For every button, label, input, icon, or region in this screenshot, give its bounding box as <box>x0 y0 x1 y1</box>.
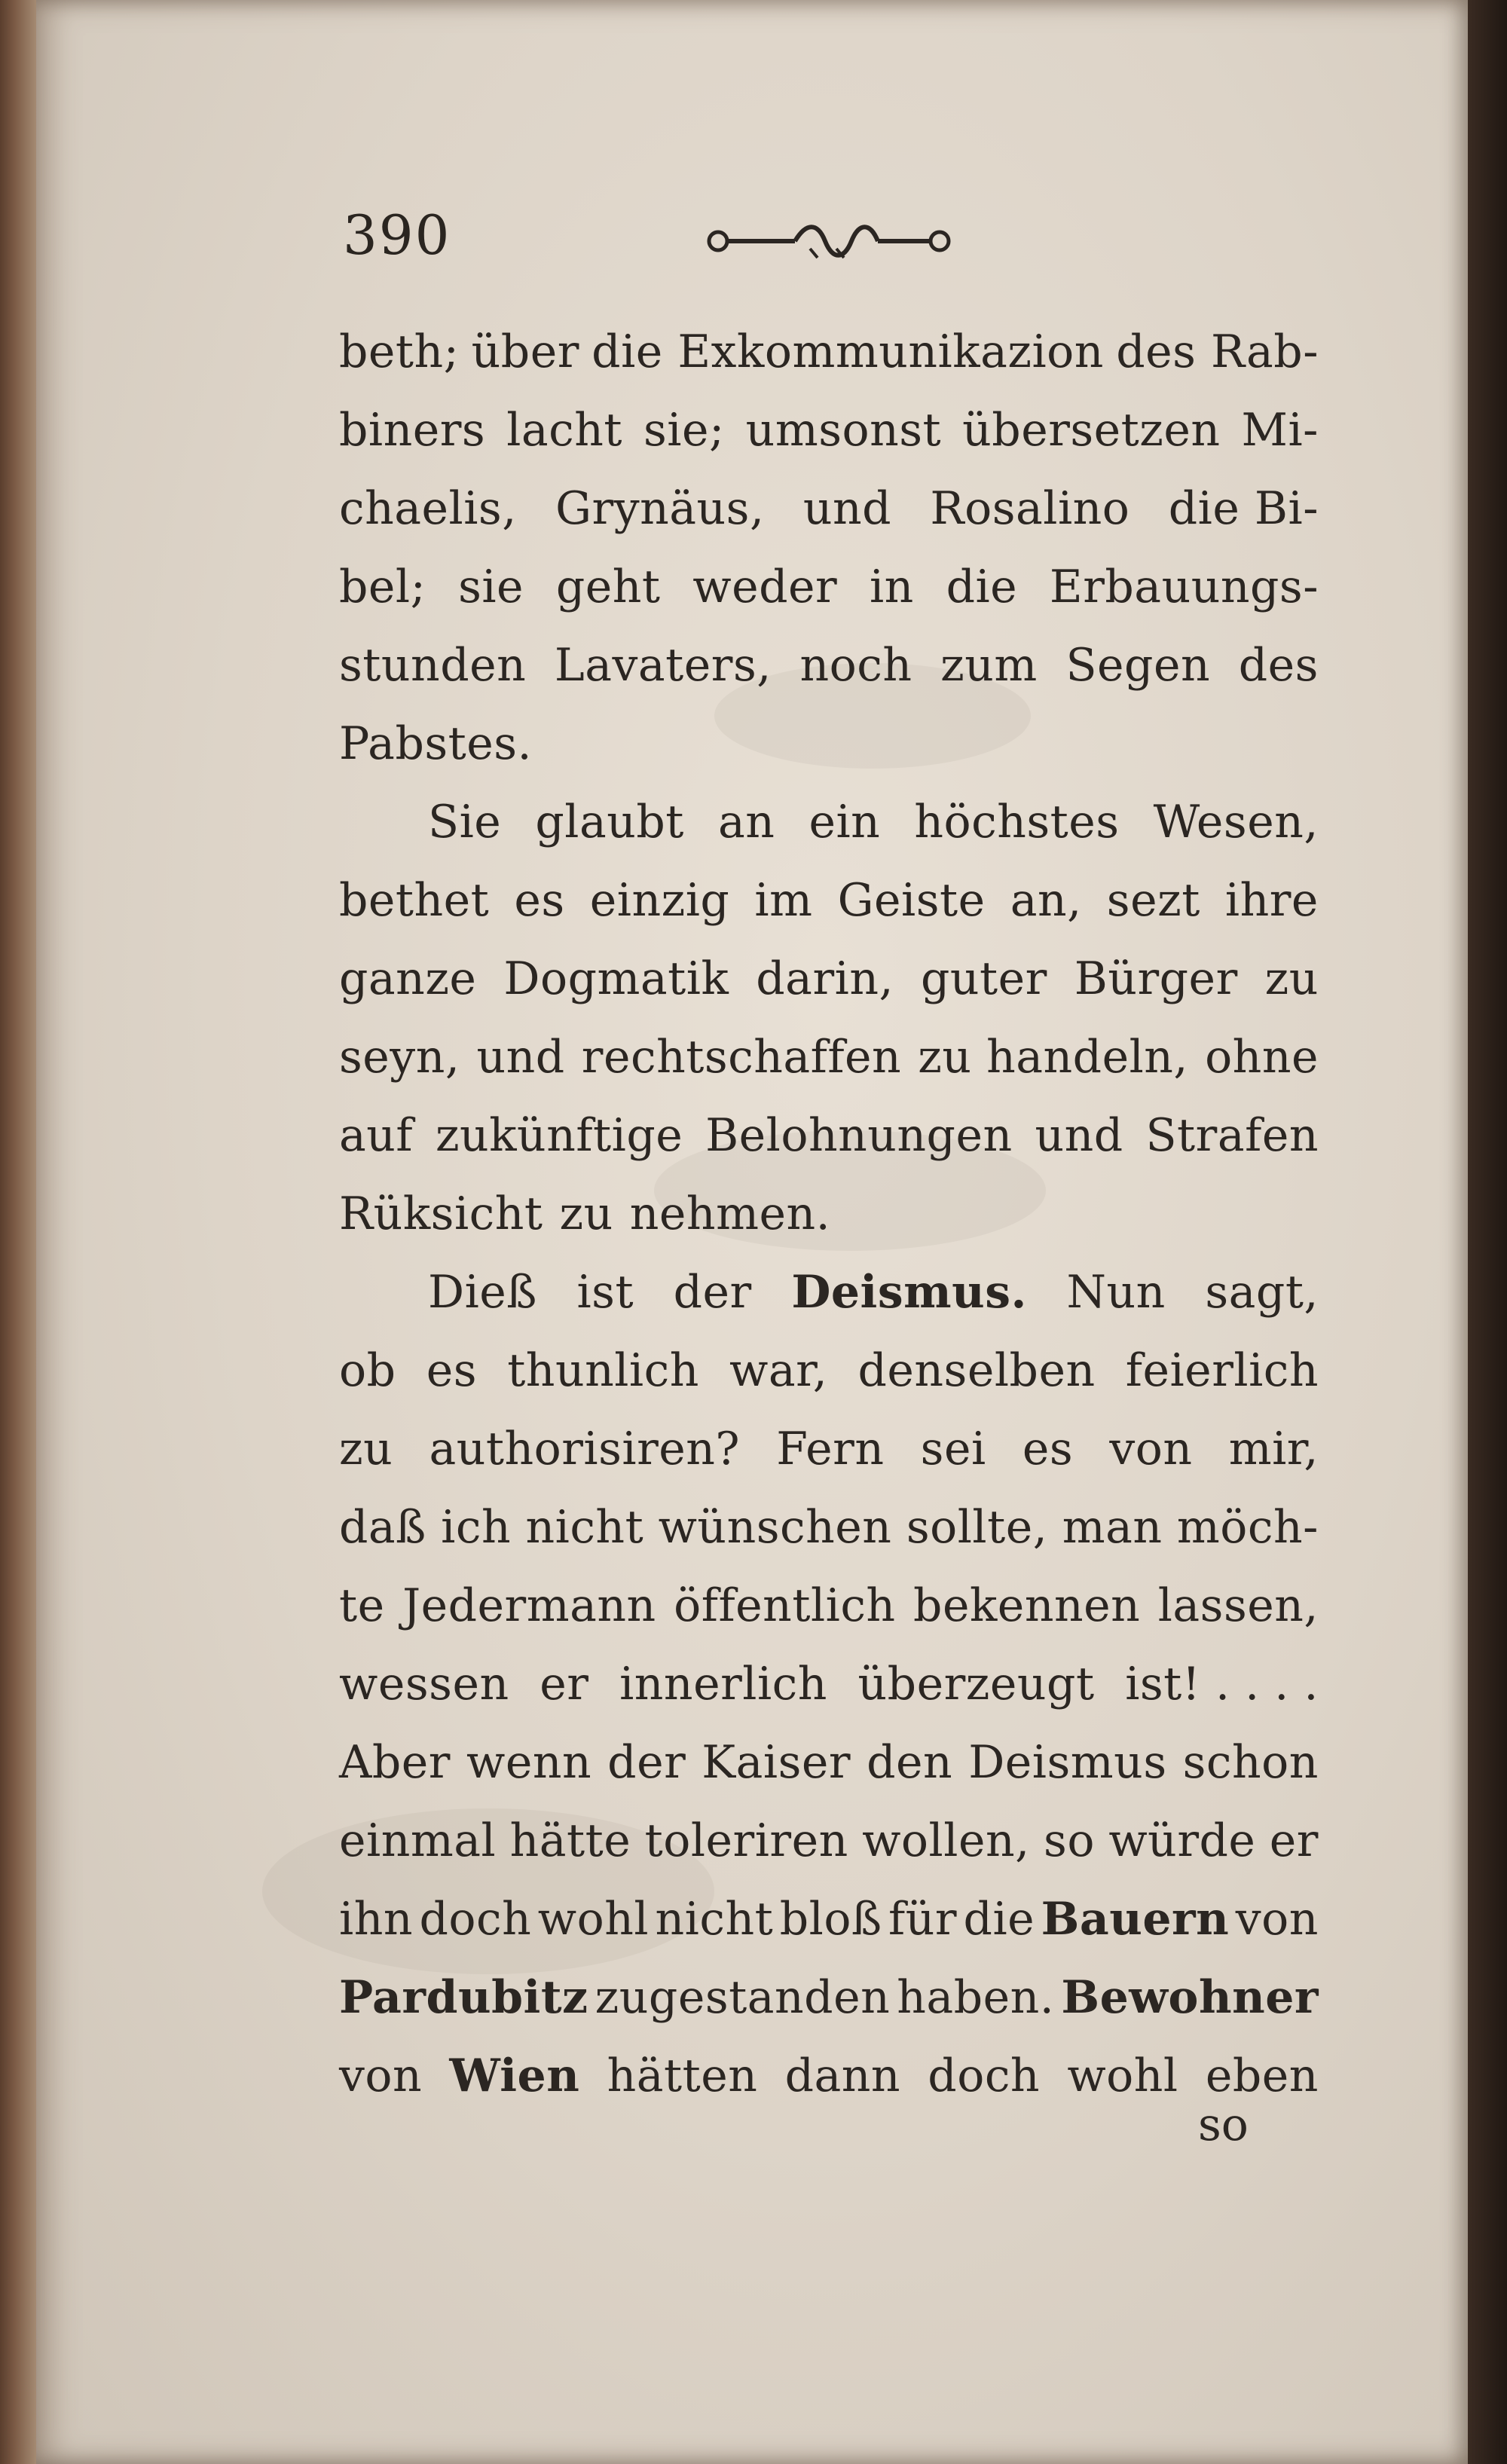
word: wollen, <box>862 1814 1030 1867</box>
page-number: 390 <box>343 203 451 267</box>
word: denselben <box>857 1344 1096 1397</box>
word: Dogmatik <box>503 952 729 1005</box>
word: bekennen <box>913 1579 1141 1632</box>
word: sie <box>458 561 524 613</box>
word: wohl <box>1067 2050 1178 2102</box>
word: ein <box>809 796 881 848</box>
word: den <box>867 1736 953 1789</box>
word: zu <box>1264 952 1319 1005</box>
word: im <box>754 874 813 927</box>
word: Wien <box>449 2050 580 2102</box>
word: wohl <box>537 1893 650 1946</box>
word: Rüksicht <box>339 1188 543 1240</box>
ornament-icon <box>705 219 953 264</box>
word: mir, <box>1228 1423 1319 1475</box>
word: Lavaters, <box>554 639 772 692</box>
word: eben <box>1205 2050 1319 2102</box>
text-line <box>339 783 1319 861</box>
word: an, <box>1010 874 1082 927</box>
word: Dieß <box>428 1266 537 1319</box>
word: auf <box>339 1109 414 1162</box>
word: daß <box>339 1501 426 1554</box>
text-line <box>339 313 1319 391</box>
word: ganze <box>339 952 477 1005</box>
text-line <box>339 548 1319 626</box>
word: wünschen <box>658 1501 892 1554</box>
word: stunden <box>339 639 527 692</box>
text-line <box>339 1802 1319 1880</box>
text-line <box>339 705 1319 783</box>
word: Jedermann <box>402 1579 656 1632</box>
word: innerlich <box>619 1658 827 1710</box>
text-line <box>339 1410 1319 1488</box>
word: toleriren <box>644 1814 848 1867</box>
body-text <box>339 313 1319 2115</box>
word: ich <box>441 1501 512 1554</box>
word: die <box>963 1893 1035 1946</box>
text-line <box>339 2037 1319 2115</box>
word: nehmen. <box>629 1188 831 1240</box>
word: die <box>946 561 1018 613</box>
text-line <box>339 1567 1319 1645</box>
word: ohne <box>1205 1031 1319 1084</box>
word: chaelis, <box>339 482 517 535</box>
text-line <box>339 1331 1319 1410</box>
text-line <box>339 1880 1319 1958</box>
word: sagt, <box>1205 1266 1319 1319</box>
word: darin, <box>756 952 894 1005</box>
word: sei <box>920 1423 986 1475</box>
word: nicht <box>525 1501 644 1554</box>
word: einmal <box>339 1814 497 1867</box>
text-line <box>339 626 1319 705</box>
word: war, <box>729 1344 828 1397</box>
word: an <box>717 796 775 848</box>
word: sezt <box>1106 874 1200 927</box>
word: für <box>888 1893 958 1946</box>
word: weder <box>692 561 838 613</box>
text-line <box>339 1723 1319 1802</box>
word: Wesen, <box>1153 796 1319 848</box>
word: höchstes <box>914 796 1120 848</box>
page-header <box>343 203 1322 279</box>
word: der <box>607 1736 686 1789</box>
word: übersetzen <box>962 404 1221 457</box>
word: überzeugt <box>857 1658 1095 1710</box>
word: der <box>673 1266 752 1319</box>
word: glaubt <box>535 796 684 848</box>
word: es <box>426 1344 478 1397</box>
word: und <box>802 482 892 535</box>
word: feierlich <box>1125 1344 1319 1397</box>
word: zum <box>940 639 1038 692</box>
word: Belohnungen <box>705 1109 1013 1162</box>
text-line <box>339 1018 1319 1096</box>
text-line <box>339 469 1319 548</box>
word: er <box>1269 1814 1319 1867</box>
word: und <box>476 1031 565 1084</box>
word: geht <box>555 561 661 613</box>
word: sie; <box>643 404 725 457</box>
word: Nun <box>1066 1266 1166 1319</box>
text-line <box>339 1958 1319 2037</box>
word: lassen, <box>1157 1579 1319 1632</box>
word: umsonst <box>745 404 942 457</box>
catchword: so <box>1198 2099 1249 2151</box>
word: es <box>1022 1423 1074 1475</box>
text-line <box>339 1096 1319 1175</box>
word: zu handeln, <box>918 1031 1188 1084</box>
word: würde <box>1108 1814 1256 1867</box>
word: biners <box>339 404 486 457</box>
word: wenn <box>466 1736 592 1789</box>
text-line <box>339 1175 1319 1253</box>
word: bloß <box>779 1893 882 1946</box>
word: es <box>514 874 565 927</box>
word: Pardubitz <box>339 1971 588 2024</box>
word: Bauern <box>1041 1893 1230 1946</box>
word: ist <box>576 1266 634 1319</box>
word: seyn, <box>339 1031 460 1084</box>
word: Bewohner <box>1061 1971 1319 2024</box>
text-line <box>339 1253 1319 1331</box>
word: sollte, <box>906 1501 1048 1554</box>
word: zukünftige <box>435 1109 683 1162</box>
word: und <box>1035 1109 1123 1162</box>
word: man <box>1062 1501 1163 1554</box>
text-line <box>339 940 1319 1018</box>
word: bel; <box>339 561 426 613</box>
word: des <box>1238 639 1319 692</box>
word: Geiste <box>837 874 986 927</box>
word: in <box>869 561 914 613</box>
word: möch- <box>1176 1501 1319 1554</box>
word: wessen <box>339 1658 509 1710</box>
word: nicht <box>655 1893 774 1946</box>
word: hätten <box>607 2050 758 2102</box>
word: Bürger <box>1074 952 1238 1005</box>
word: doch <box>928 2050 1041 2102</box>
word: von <box>1109 1423 1193 1475</box>
word: er <box>540 1658 589 1710</box>
text-line <box>339 1488 1319 1567</box>
word: von <box>339 2050 423 2102</box>
text-line <box>339 391 1319 469</box>
word: lacht <box>506 404 623 457</box>
word: haben. <box>897 1971 1055 2024</box>
text-line <box>339 861 1319 940</box>
word: zu <box>339 1423 393 1475</box>
word: thunlich <box>507 1344 699 1397</box>
word: des Rab- <box>1116 326 1319 378</box>
word: Fern <box>776 1423 885 1475</box>
word: Grynäus, <box>555 482 765 535</box>
book-spine <box>0 0 36 2464</box>
word: Segen <box>1065 639 1211 692</box>
word: Pabstes. <box>339 717 533 770</box>
word: Kaiser <box>702 1736 851 1789</box>
word: Rosalino <box>930 482 1130 535</box>
word: ihn <box>339 1893 413 1946</box>
word: einzig <box>589 874 730 927</box>
word: Aber <box>339 1736 451 1789</box>
text-line <box>339 1645 1319 1723</box>
word: authorisiren? <box>429 1423 741 1475</box>
word: Erbauungs- <box>1049 561 1319 613</box>
word: die Exkommunikazion <box>591 326 1104 378</box>
word: dann <box>784 2050 901 2102</box>
word: te <box>339 1579 385 1632</box>
word: zugestanden <box>595 1971 891 2024</box>
book-edge <box>1468 0 1507 2464</box>
word: ihre <box>1224 874 1319 927</box>
word: beth; <box>339 326 460 378</box>
word: guter <box>920 952 1047 1005</box>
word: Mi- <box>1241 404 1319 457</box>
word: ob <box>339 1344 396 1397</box>
word: über <box>471 326 579 378</box>
word: Deismus. <box>791 1266 1027 1319</box>
word: von <box>1235 1893 1319 1946</box>
word: zu <box>559 1188 613 1240</box>
word: Deismus <box>968 1736 1167 1789</box>
word: Strafen <box>1145 1109 1319 1162</box>
word: rechtschaffen <box>581 1031 902 1084</box>
word: ist! . . . . <box>1125 1658 1319 1710</box>
word: die Bi- <box>1168 482 1319 535</box>
word: Sie <box>428 796 502 848</box>
word: hätte <box>509 1814 631 1867</box>
word: noch <box>799 639 912 692</box>
word: bethet <box>339 874 490 927</box>
word: schon <box>1182 1736 1319 1789</box>
word: doch <box>419 1893 532 1946</box>
word: öffentlich <box>674 1579 896 1632</box>
word: so <box>1044 1814 1095 1867</box>
